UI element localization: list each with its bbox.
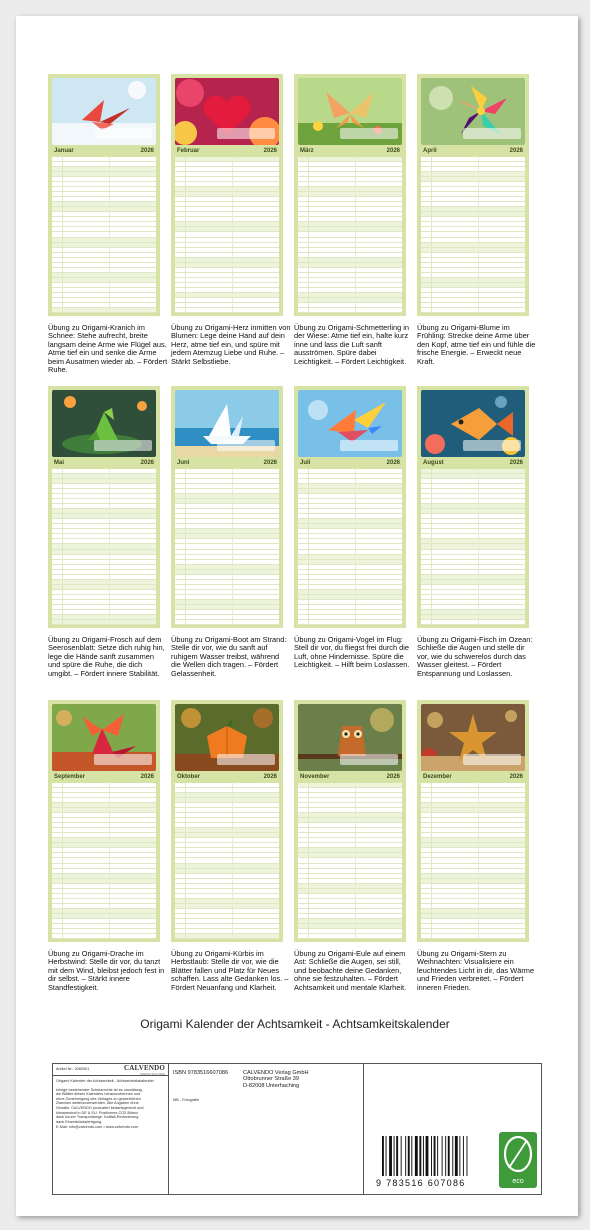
month-year: 2026 [140,148,154,154]
barcode-bar [448,1136,450,1176]
month-juni [171,386,283,628]
origami-heart-image [175,78,279,145]
footer-info-column [53,1064,169,1194]
image-caption-box [340,754,398,765]
origami-pumpkin-image [175,704,279,771]
exercise-description: Übung zu Origami-Blume im Frühling: Strecke deine Arme über den Kopf, atme tief ein und fühle die frische Energie. – Erweckt neue Kraft. [417,323,536,366]
exercise-description: Übung zu Origami-Fisch im Ozean: Schließe die Augen und stelle dir vor, wie du schwerelos durch das Wasser gleitest. – Fördert Entspannung und Loslassen. [417,635,533,678]
barcode [382,1136,468,1176]
barcode-bar [459,1136,460,1176]
month-september [48,700,160,942]
month-dezember [417,700,529,942]
month-year: 2026 [509,460,523,466]
day-row [175,934,279,939]
day-rows [298,469,402,625]
day-rows [175,469,279,625]
month-name: August [423,460,444,466]
calendar-title: Origami Kalender der Achtsamkeit - Achtsamkeitskalender [140,1017,450,1031]
month-year: 2026 [386,148,400,154]
image-caption-box [217,754,275,765]
month-name: April [423,148,437,154]
calvendo-logo [124,1064,165,1076]
exercise-description: Übung zu Origami-Herz inmitten von Blumen: Lege deine Hand auf dein Herz, atme tief ein, und spüre mit jedem Atemzug Liebe und Ruhe. – Stärkt Selbstliebe. [171,323,291,366]
month-juli [294,386,406,628]
month-header [298,146,402,156]
barcode-bar [389,1136,392,1176]
product-footer [52,1063,542,1195]
barcode-bar [431,1136,432,1176]
month-header [52,772,156,782]
isbn: ISBN 9783516607086 [173,1070,229,1076]
barcode-bar [415,1136,418,1176]
contact-info: E-Mail: info@calvendo.com • www.calvendo.com [56,1125,139,1130]
day-row [175,620,279,625]
barcode-bar [386,1136,387,1176]
month-märz [294,74,406,316]
month-year: 2026 [509,774,523,780]
month-header [175,458,279,468]
day-rows [52,783,156,939]
day-row [298,934,402,939]
image-caption-box [94,440,152,451]
exercise-description: Übung zu Origami-Eule auf einem Ast: Schließe die Augen, sei still, und beobachte deine Gedanken, ohne sie festzuhalten. – Fördert Achtsamkeit und mentale Klarheit. [294,949,407,992]
month-april [417,74,529,316]
image-caption-box [463,128,521,139]
day-rows [175,157,279,313]
exercise-description: Übung zu Origami-Vogel im Flug: Stell dir vor, du fliegst frei durch die Luft, ohne Hindernisse. Spüre die Leichtigkeit. – Hilft beim Loslassen. [294,635,410,670]
barcode-bar [437,1136,438,1176]
month-year: 2026 [263,148,277,154]
month-year: 2026 [263,460,277,466]
exercise-description: Übung zu Origami-Stern zu Weihnachten: Visualisiere ein leuchtendes Licht in dir, das Wärme und Frieden verbreitet. – Fördert inneren Frieden. [417,949,535,992]
origami-butterfly-image [298,78,402,145]
exercise-description: Übung zu Origami-Drache im Herbstwind: Stelle dir vor, du tanzt mit dem Wind, bleibst jedoch fest in dir selbst. – Stärkt innere Standfestigkeit. [48,949,165,992]
month-name: Februar [177,148,200,154]
day-row [52,620,156,625]
month-year: 2026 [386,774,400,780]
month-header [421,458,525,468]
month-name: Januar [54,148,74,154]
image-caption-box [340,128,398,139]
publisher-address [243,1070,309,1089]
month-mai [48,386,160,628]
month-name: Mai [54,460,65,466]
origami-boat-image [175,390,279,457]
month-name: Dezember [423,774,452,780]
origami-flower-image [421,78,525,145]
day-rows [421,783,525,939]
barcode-bar [434,1136,436,1176]
day-rows [421,157,525,313]
barcode-bar [442,1136,443,1176]
month-year: 2026 [386,460,400,466]
barcode-bar [382,1136,384,1176]
barcode-bar [411,1136,412,1176]
origami-crane-image [52,78,156,145]
calendar-sheet [16,16,578,1216]
barcode-bar [445,1136,446,1176]
month-header [298,772,402,782]
day-rows [298,157,402,313]
day-row [421,934,525,939]
barcode-bar [405,1136,406,1176]
article-row [53,1064,168,1076]
day-row [298,620,402,625]
month-year: 2026 [509,148,523,154]
exercise-description: Übung zu Origami-Kürbis im Herbstlaub: Stelle dir vor, wie die Blätter fallen und Platz für Neues schaffen. Lass alte Gedanken los. – Fördert Neuanfang und Klarheit. [171,949,289,992]
origami-dragon-image [52,704,156,771]
barcode-bar [419,1136,421,1176]
image-caption-box [217,128,275,139]
month-november [294,700,406,942]
eco-badge [499,1132,537,1188]
day-row [175,308,279,313]
month-header [52,146,156,156]
day-rows [52,469,156,625]
barcode-bar [426,1136,429,1176]
exercise-description: Übung zu Origami-Boot am Strand: Stelle dir vor, wie du sanft auf ruhigem Wasser treibst, während die Wellen dich tragen. – Fördert Gelassenheit. [171,635,287,678]
exercise-description: Übung zu Origami-Kranich im Schnee: Stehe aufrecht, breite langsam deine Arme wie Flügel aus. Atme tief ein und senke die Arme beim Ausatmen wieder ab. – Fördert Ruhe. [48,323,168,375]
footer-barcode-column [363,1064,543,1194]
day-row [52,934,156,939]
article-number: Artikel Nr.: 2080901 [56,1067,90,1072]
origami-fish-image [421,390,525,457]
day-rows [298,783,402,939]
day-row [298,308,402,313]
day-rows [421,469,525,625]
month-januar [48,74,160,316]
month-august [417,386,529,628]
barcode-bar [396,1136,398,1176]
legal-notice: Infolge bestehender Schutzrechte ist es unzulässig, die Blätter dieses Kalenders herauszutrennen und ohne Genehmigung des Verlages zu gewerblichen Zwecken weiterzuverwenden. Alle Angaben ohne Gewähr. CALVENDO produziert bedarfsgerecht und klimaneutral in DE & EU. Positiveres CO2-Bilanz dank kurzer Transportwege. Kaltfall-Reduzierung dank Einzelstücksfertigung. [56,1087,144,1124]
month-name: Juli [300,460,311,466]
month-februar [171,74,283,316]
product-name: Origami Kalender der Achtsamkeit - Achtsamkeitskalender [56,1079,154,1083]
publisher-name: CALVENDO Verlag GmbH [243,1070,309,1076]
image-caption-box [463,440,521,451]
month-header [175,772,279,782]
month-name: März [300,148,314,154]
logo-text: CALVENDO [123,1063,165,1072]
publisher-street: Ottobrunner Straße 39 [243,1076,299,1083]
month-header [421,146,525,156]
barcode-bar [467,1136,468,1176]
barcode-bar [394,1136,395,1176]
barcode-bar [452,1136,453,1176]
barcode-bar [401,1136,402,1176]
image-caption-box [463,754,521,765]
month-name: Juni [177,460,190,466]
barcode-bar [408,1136,410,1176]
barcode-bar [455,1136,458,1176]
footer-publisher-column [169,1064,363,1194]
month-name: Oktober [177,774,201,780]
day-row [52,308,156,313]
month-name: November [300,774,330,780]
day-row [421,620,525,625]
month-header [175,146,279,156]
origami-star-image [421,704,525,771]
barcode-digits: 9 783516 607086 [376,1178,466,1188]
origami-owl-image [298,704,402,771]
image-caption-box [94,754,152,765]
exercise-description: Übung zu Origami-Schmetterling in der Wiese: Atme tief ein, halte kurz inne und lass die Luft sanft ausströmen. Spüre dabei Leichtigkeit. – Fördert Leichtigkeit. [294,323,410,366]
day-row [421,308,525,313]
month-year: 2026 [140,774,154,780]
day-rows [52,157,156,313]
image-caption-box [94,128,152,139]
month-name: September [54,774,86,780]
publisher-city: D-82008 Unterhaching [243,1082,300,1089]
logo-subtext: MARKETING FREE [140,1071,165,1076]
month-header [421,772,525,782]
eco-label: eco [512,1178,524,1185]
leaf-icon [499,1132,537,1176]
day-rows [175,783,279,939]
barcode-bar [423,1136,424,1176]
image-caption-box [340,440,398,451]
category: MB - Fotografie [173,1098,200,1102]
month-year: 2026 [263,774,277,780]
month-year: 2026 [140,460,154,466]
origami-bird-image [298,390,402,457]
month-header [52,458,156,468]
exercise-description: Übung zu Origami-Frosch auf dem Seerosenblatt: Setze dich ruhig hin, lege die Hände sanft zusammen und spüre die Ruhe, die dich umgibt. – Fördert innere Stabilität. [48,635,165,678]
origami-frog-image [52,390,156,457]
month-oktober [171,700,283,942]
month-header [298,458,402,468]
image-caption-box [217,440,275,451]
barcode-bar [463,1136,464,1176]
